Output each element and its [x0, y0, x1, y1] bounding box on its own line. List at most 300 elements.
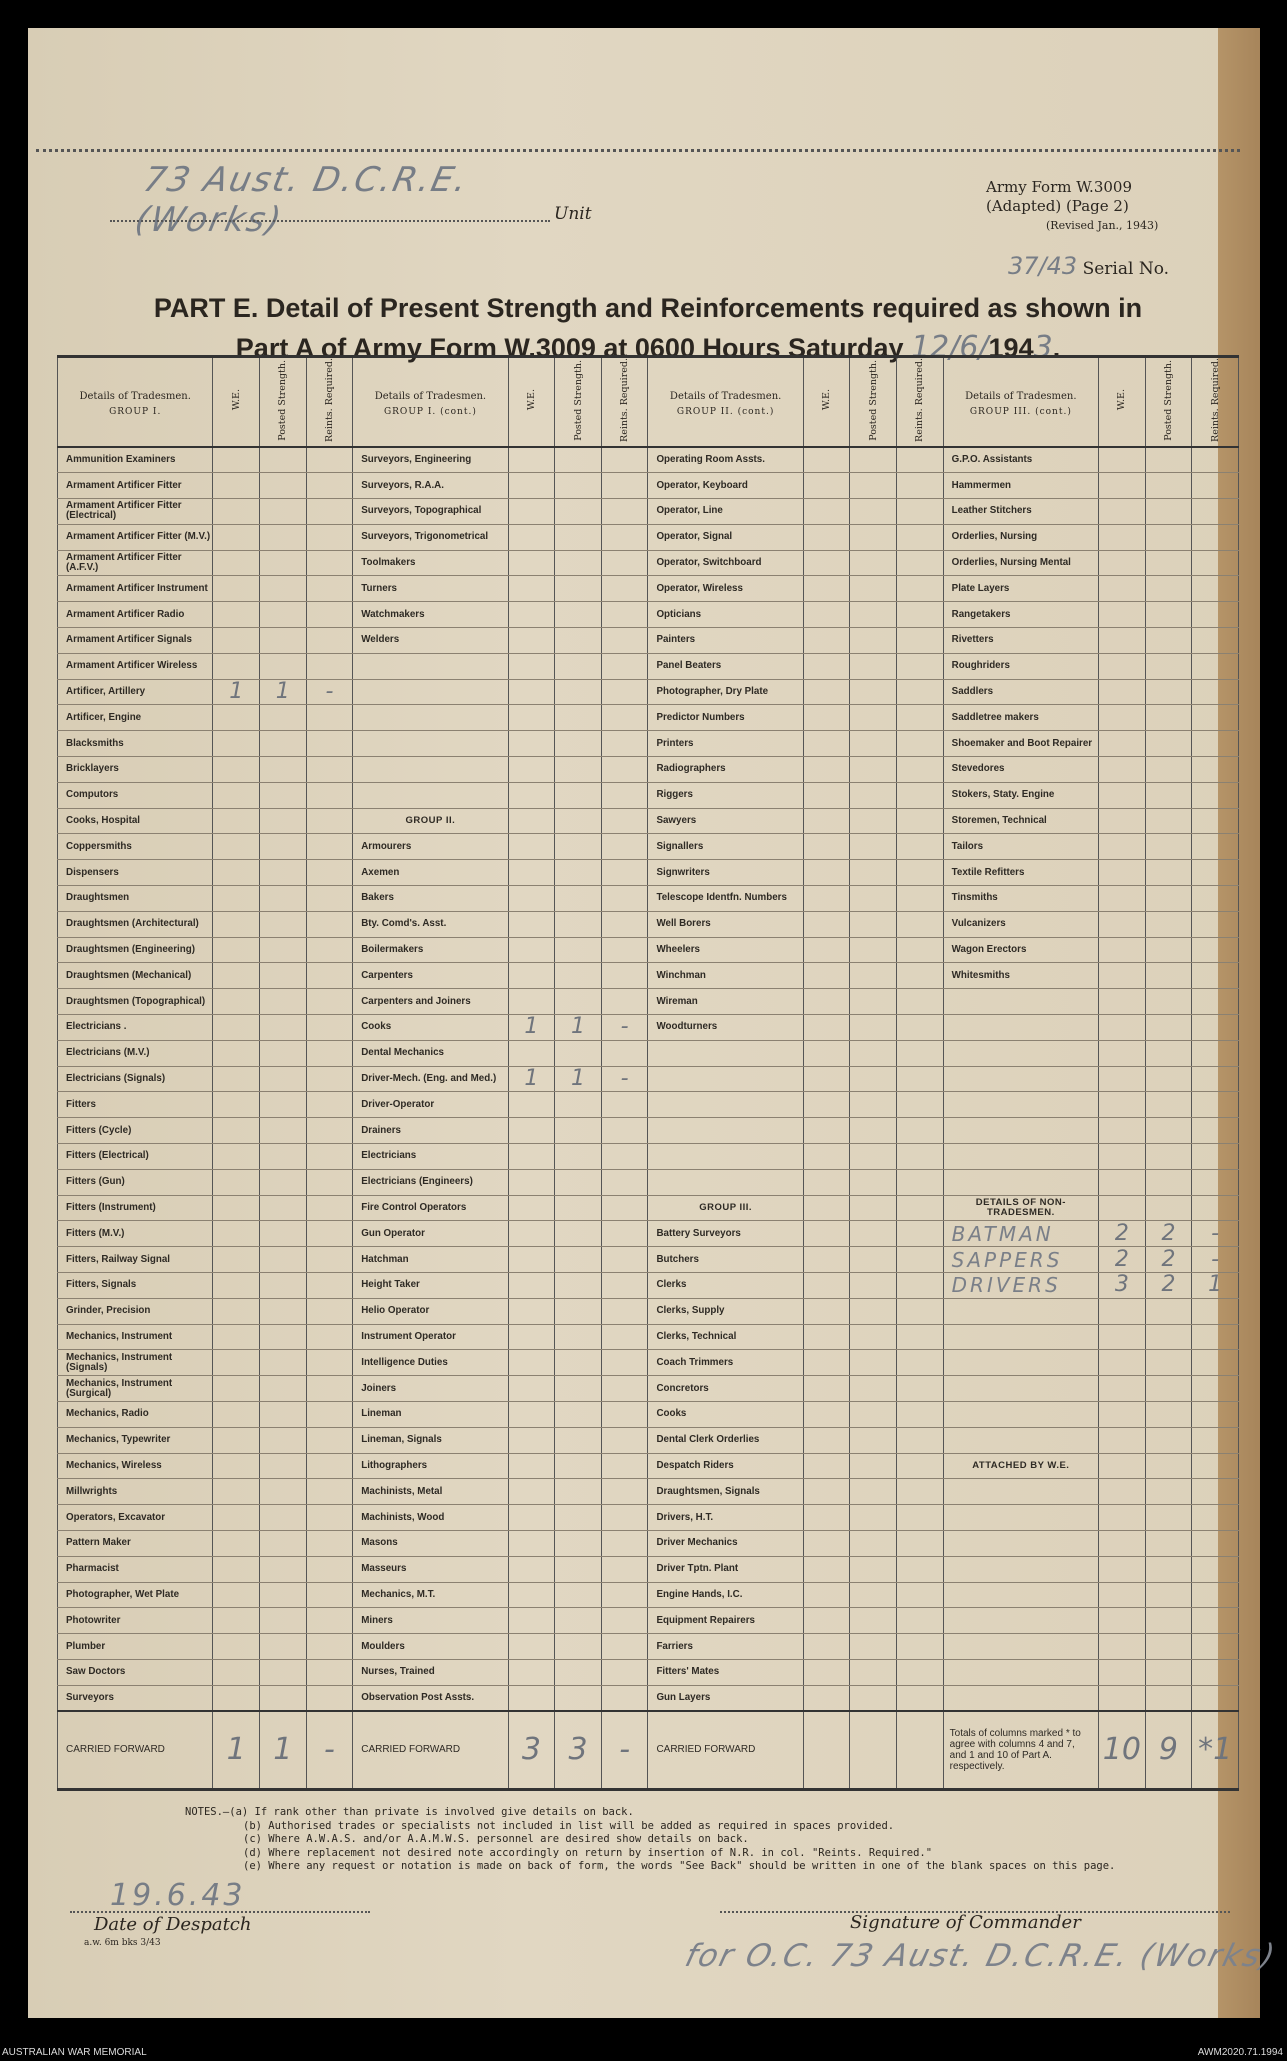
value-cell[interactable] [1145, 1350, 1192, 1376]
value-cell[interactable] [555, 1298, 602, 1324]
value-cell[interactable] [306, 1427, 353, 1453]
value-cell[interactable] [897, 1427, 944, 1453]
value-cell[interactable] [897, 653, 944, 679]
value-cell[interactable] [555, 1376, 602, 1402]
value-cell[interactable] [555, 1659, 602, 1685]
value-cell[interactable] [508, 1453, 555, 1479]
value-cell[interactable] [260, 499, 307, 525]
value-cell[interactable] [306, 1195, 353, 1221]
value-cell[interactable] [1192, 1324, 1239, 1350]
value-cell[interactable] [260, 886, 307, 912]
value-cell[interactable] [803, 808, 850, 834]
value-cell[interactable] [508, 1221, 555, 1247]
value-cell[interactable] [213, 653, 260, 679]
value-cell[interactable]: 1 [555, 1066, 602, 1092]
value-cell[interactable] [850, 963, 897, 989]
value-cell[interactable] [897, 1685, 944, 1711]
value-cell[interactable]: 2 [1099, 1247, 1146, 1273]
value-cell[interactable] [1099, 1298, 1146, 1324]
value-cell[interactable] [803, 1505, 850, 1531]
value-cell[interactable] [601, 731, 648, 757]
value-cell[interactable] [1145, 1118, 1192, 1144]
value-cell[interactable] [555, 1634, 602, 1660]
value-cell[interactable] [306, 1040, 353, 1066]
value-cell[interactable] [306, 1298, 353, 1324]
value-cell[interactable] [555, 524, 602, 550]
value-cell[interactable] [555, 1272, 602, 1298]
value-cell[interactable] [555, 1556, 602, 1582]
value-cell[interactable] [1145, 628, 1192, 654]
value-cell[interactable] [1099, 911, 1146, 937]
value-cell[interactable] [260, 1634, 307, 1660]
value-cell[interactable] [213, 937, 260, 963]
value-cell[interactable] [601, 1118, 648, 1144]
value-cell[interactable] [803, 447, 850, 473]
value-cell[interactable] [803, 860, 850, 886]
value-cell[interactable] [803, 1530, 850, 1556]
value-cell[interactable] [306, 447, 353, 473]
value-cell[interactable] [601, 808, 648, 834]
value-cell[interactable] [213, 808, 260, 834]
value-cell[interactable] [850, 1505, 897, 1531]
value-cell[interactable] [803, 1143, 850, 1169]
value-cell[interactable] [601, 576, 648, 602]
value-cell[interactable] [601, 757, 648, 783]
carried-forward-value[interactable]: 3 [508, 1711, 555, 1789]
value-cell[interactable] [306, 1582, 353, 1608]
carried-forward-value[interactable]: 1 [260, 1711, 307, 1789]
value-cell[interactable] [1145, 1040, 1192, 1066]
value-cell[interactable] [1145, 1556, 1192, 1582]
value-cell[interactable] [803, 1556, 850, 1582]
value-cell[interactable] [213, 705, 260, 731]
value-cell[interactable] [850, 860, 897, 886]
value-cell[interactable] [555, 628, 602, 654]
value-cell[interactable] [508, 705, 555, 731]
value-cell[interactable] [1145, 1685, 1192, 1711]
value-cell[interactable] [260, 1143, 307, 1169]
value-cell[interactable] [850, 576, 897, 602]
value-cell[interactable] [306, 576, 353, 602]
value-cell[interactable] [803, 1092, 850, 1118]
value-cell[interactable] [508, 473, 555, 499]
value-cell[interactable] [508, 447, 555, 473]
value-cell[interactable] [306, 886, 353, 912]
value-cell[interactable] [306, 911, 353, 937]
carried-forward-value[interactable]: 1 [213, 1711, 260, 1789]
value-cell[interactable] [601, 1247, 648, 1273]
value-cell[interactable] [1145, 937, 1192, 963]
value-cell[interactable] [1192, 705, 1239, 731]
value-cell[interactable] [555, 1453, 602, 1479]
value-cell[interactable] [1099, 1427, 1146, 1453]
value-cell[interactable]: - [1192, 1247, 1239, 1273]
value-cell[interactable] [213, 1014, 260, 1040]
value-cell[interactable] [897, 1530, 944, 1556]
value-cell[interactable] [850, 808, 897, 834]
value-cell[interactable] [508, 550, 555, 576]
value-cell[interactable] [1099, 834, 1146, 860]
value-cell[interactable] [213, 1221, 260, 1247]
value-cell[interactable] [306, 1014, 353, 1040]
value-cell[interactable] [508, 1247, 555, 1273]
value-cell[interactable] [1145, 808, 1192, 834]
value-cell[interactable] [803, 1608, 850, 1634]
value-cell[interactable] [850, 1556, 897, 1582]
value-cell[interactable] [897, 1505, 944, 1531]
value-cell[interactable] [306, 1453, 353, 1479]
value-cell[interactable] [1192, 1092, 1239, 1118]
value-cell[interactable] [1192, 1582, 1239, 1608]
value-cell[interactable] [803, 628, 850, 654]
value-cell[interactable] [1099, 653, 1146, 679]
value-cell[interactable] [897, 989, 944, 1015]
value-cell[interactable] [1192, 1298, 1239, 1324]
value-cell[interactable] [803, 1376, 850, 1402]
value-cell[interactable] [1145, 1659, 1192, 1685]
value-cell[interactable] [1099, 1685, 1146, 1711]
value-cell[interactable] [897, 1092, 944, 1118]
value-cell[interactable] [601, 1272, 648, 1298]
value-cell[interactable] [260, 989, 307, 1015]
value-cell[interactable] [803, 1453, 850, 1479]
value-cell[interactable] [850, 653, 897, 679]
value-cell[interactable] [601, 1298, 648, 1324]
value-cell[interactable] [1192, 576, 1239, 602]
value-cell[interactable] [850, 1608, 897, 1634]
value-cell[interactable] [508, 1143, 555, 1169]
value-cell[interactable] [508, 1092, 555, 1118]
value-cell[interactable] [1192, 628, 1239, 654]
value-cell[interactable] [508, 989, 555, 1015]
value-cell[interactable] [1099, 782, 1146, 808]
value-cell[interactable] [803, 1582, 850, 1608]
value-cell[interactable] [601, 1479, 648, 1505]
value-cell[interactable] [1099, 1118, 1146, 1144]
value-cell[interactable] [803, 1118, 850, 1144]
value-cell[interactable] [1192, 757, 1239, 783]
value-cell[interactable] [1192, 1014, 1239, 1040]
value-cell[interactable] [803, 911, 850, 937]
value-cell[interactable] [897, 1014, 944, 1040]
value-cell[interactable] [260, 911, 307, 937]
value-cell[interactable]: 1 [213, 679, 260, 705]
value-cell[interactable] [601, 937, 648, 963]
value-cell[interactable] [601, 911, 648, 937]
value-cell[interactable] [897, 1040, 944, 1066]
value-cell[interactable] [601, 679, 648, 705]
value-cell[interactable] [260, 1272, 307, 1298]
value-cell[interactable] [1145, 679, 1192, 705]
value-cell[interactable] [555, 1427, 602, 1453]
value-cell[interactable] [508, 1169, 555, 1195]
value-cell[interactable] [1192, 1634, 1239, 1660]
value-cell[interactable] [1145, 1479, 1192, 1505]
value-cell[interactable] [260, 1066, 307, 1092]
value-cell[interactable] [1192, 1195, 1239, 1221]
value-cell[interactable] [897, 550, 944, 576]
value-cell[interactable] [850, 1427, 897, 1453]
value-cell[interactable] [601, 1685, 648, 1711]
carried-forward-value[interactable] [803, 1711, 850, 1789]
value-cell[interactable] [850, 1634, 897, 1660]
value-cell[interactable] [897, 1272, 944, 1298]
value-cell[interactable] [260, 1582, 307, 1608]
value-cell[interactable] [306, 989, 353, 1015]
value-cell[interactable] [306, 731, 353, 757]
value-cell[interactable] [1192, 1350, 1239, 1376]
value-cell[interactable] [508, 782, 555, 808]
value-cell[interactable] [213, 1169, 260, 1195]
value-cell[interactable] [260, 1247, 307, 1273]
value-cell[interactable] [850, 1014, 897, 1040]
value-cell[interactable] [803, 1169, 850, 1195]
value-cell[interactable] [555, 447, 602, 473]
value-cell[interactable] [555, 860, 602, 886]
value-cell[interactable] [213, 731, 260, 757]
value-cell[interactable] [1145, 1505, 1192, 1531]
value-cell[interactable] [1145, 1582, 1192, 1608]
value-cell[interactable] [897, 1221, 944, 1247]
value-cell[interactable] [213, 1582, 260, 1608]
value-cell[interactable] [260, 524, 307, 550]
value-cell[interactable] [306, 1634, 353, 1660]
carried-forward-value[interactable]: - [601, 1711, 648, 1789]
value-cell[interactable] [260, 731, 307, 757]
carried-forward-value[interactable] [850, 1711, 897, 1789]
value-cell[interactable]: 1 [555, 1014, 602, 1040]
value-cell[interactable] [260, 808, 307, 834]
value-cell[interactable] [1099, 447, 1146, 473]
value-cell[interactable] [508, 1298, 555, 1324]
value-cell[interactable] [213, 499, 260, 525]
value-cell[interactable] [306, 653, 353, 679]
value-cell[interactable] [897, 1298, 944, 1324]
value-cell[interactable] [1099, 1453, 1146, 1479]
value-cell[interactable] [508, 1195, 555, 1221]
value-cell[interactable] [508, 1324, 555, 1350]
value-cell[interactable] [1099, 808, 1146, 834]
value-cell[interactable] [601, 1608, 648, 1634]
carried-forward-value[interactable]: 3 [555, 1711, 602, 1789]
value-cell[interactable] [555, 1505, 602, 1531]
value-cell[interactable] [555, 705, 602, 731]
value-cell[interactable] [1145, 1324, 1192, 1350]
value-cell[interactable] [1192, 1659, 1239, 1685]
value-cell[interactable] [850, 679, 897, 705]
value-cell[interactable] [850, 1221, 897, 1247]
value-cell[interactable] [897, 937, 944, 963]
value-cell[interactable] [601, 1556, 648, 1582]
value-cell[interactable] [897, 860, 944, 886]
value-cell[interactable] [803, 1040, 850, 1066]
value-cell[interactable] [897, 628, 944, 654]
value-cell[interactable] [601, 1505, 648, 1531]
value-cell[interactable] [803, 1014, 850, 1040]
value-cell[interactable] [213, 989, 260, 1015]
value-cell[interactable] [260, 1530, 307, 1556]
value-cell[interactable] [1192, 963, 1239, 989]
value-cell[interactable] [1145, 989, 1192, 1015]
value-cell[interactable] [850, 782, 897, 808]
value-cell[interactable] [260, 1479, 307, 1505]
value-cell[interactable]: 1 [508, 1014, 555, 1040]
value-cell[interactable] [803, 757, 850, 783]
value-cell[interactable] [555, 1350, 602, 1376]
value-cell[interactable] [803, 886, 850, 912]
value-cell[interactable]: 2 [1099, 1221, 1146, 1247]
value-cell[interactable] [508, 1634, 555, 1660]
value-cell[interactable] [306, 1401, 353, 1427]
value-cell[interactable] [555, 1092, 602, 1118]
value-cell[interactable] [213, 1195, 260, 1221]
value-cell[interactable] [260, 653, 307, 679]
value-cell[interactable] [601, 705, 648, 731]
value-cell[interactable] [1099, 1195, 1146, 1221]
value-cell[interactable] [897, 1118, 944, 1144]
value-cell[interactable] [1099, 937, 1146, 963]
value-cell[interactable] [1192, 1401, 1239, 1427]
value-cell[interactable] [213, 1608, 260, 1634]
value-cell[interactable] [555, 653, 602, 679]
value-cell[interactable] [601, 782, 648, 808]
value-cell[interactable] [897, 808, 944, 834]
value-cell[interactable] [850, 473, 897, 499]
value-cell[interactable] [601, 1376, 648, 1402]
value-cell[interactable] [897, 1453, 944, 1479]
value-cell[interactable] [897, 1556, 944, 1582]
value-cell[interactable] [508, 834, 555, 860]
value-cell[interactable] [213, 447, 260, 473]
value-cell[interactable] [601, 602, 648, 628]
value-cell[interactable] [508, 731, 555, 757]
value-cell[interactable] [508, 1556, 555, 1582]
value-cell[interactable] [306, 602, 353, 628]
value-cell[interactable] [260, 937, 307, 963]
value-cell[interactable] [1192, 808, 1239, 834]
value-cell[interactable] [213, 834, 260, 860]
value-cell[interactable] [850, 1247, 897, 1273]
value-cell[interactable] [213, 782, 260, 808]
value-cell[interactable] [1099, 524, 1146, 550]
value-cell[interactable] [850, 499, 897, 525]
value-cell[interactable] [555, 808, 602, 834]
value-cell[interactable] [555, 731, 602, 757]
value-cell[interactable] [1192, 911, 1239, 937]
value-cell[interactable] [1099, 1350, 1146, 1376]
value-cell[interactable] [1192, 886, 1239, 912]
value-cell[interactable] [897, 1350, 944, 1376]
value-cell[interactable] [850, 628, 897, 654]
value-cell[interactable] [850, 1195, 897, 1221]
value-cell[interactable] [850, 834, 897, 860]
value-cell[interactable] [897, 1659, 944, 1685]
value-cell[interactable] [601, 1350, 648, 1376]
value-cell[interactable] [850, 1324, 897, 1350]
value-cell[interactable]: 3 [1099, 1272, 1146, 1298]
value-cell[interactable] [1145, 576, 1192, 602]
value-cell[interactable] [1145, 963, 1192, 989]
value-cell[interactable] [897, 782, 944, 808]
value-cell[interactable] [897, 499, 944, 525]
value-cell[interactable] [306, 1376, 353, 1402]
value-cell[interactable] [213, 757, 260, 783]
value-cell[interactable] [850, 1479, 897, 1505]
value-cell[interactable] [1099, 1143, 1146, 1169]
value-cell[interactable] [260, 1608, 307, 1634]
value-cell[interactable] [1099, 628, 1146, 654]
value-cell[interactable] [897, 524, 944, 550]
value-cell[interactable] [803, 550, 850, 576]
value-cell[interactable] [213, 1685, 260, 1711]
value-cell[interactable] [508, 602, 555, 628]
value-cell[interactable] [213, 1143, 260, 1169]
value-cell[interactable] [601, 1143, 648, 1169]
value-cell[interactable] [1145, 757, 1192, 783]
value-cell[interactable] [260, 860, 307, 886]
value-cell[interactable] [260, 1401, 307, 1427]
value-cell[interactable] [803, 602, 850, 628]
value-cell[interactable] [555, 1195, 602, 1221]
value-cell[interactable] [213, 1453, 260, 1479]
value-cell[interactable] [1145, 524, 1192, 550]
value-cell[interactable] [555, 834, 602, 860]
value-cell[interactable] [260, 1298, 307, 1324]
value-cell[interactable] [1192, 1556, 1239, 1582]
value-cell[interactable] [850, 1582, 897, 1608]
value-cell[interactable] [601, 1169, 648, 1195]
value-cell[interactable] [213, 1350, 260, 1376]
value-cell[interactable] [306, 705, 353, 731]
value-cell[interactable] [850, 886, 897, 912]
value-cell[interactable] [1145, 653, 1192, 679]
value-cell[interactable] [1099, 1479, 1146, 1505]
value-cell[interactable] [508, 1350, 555, 1376]
value-cell[interactable] [1099, 1608, 1146, 1634]
value-cell[interactable] [1145, 1092, 1192, 1118]
value-cell[interactable] [1192, 524, 1239, 550]
value-cell[interactable] [897, 834, 944, 860]
value-cell[interactable] [213, 1505, 260, 1531]
value-cell[interactable] [850, 911, 897, 937]
value-cell[interactable] [601, 1634, 648, 1660]
value-cell[interactable] [260, 1324, 307, 1350]
value-cell[interactable]: - [1192, 1221, 1239, 1247]
value-cell[interactable] [1145, 1014, 1192, 1040]
value-cell[interactable] [850, 937, 897, 963]
value-cell[interactable] [508, 808, 555, 834]
value-cell[interactable] [601, 1453, 648, 1479]
value-cell[interactable] [260, 550, 307, 576]
value-cell[interactable] [555, 1479, 602, 1505]
value-cell[interactable] [213, 1479, 260, 1505]
value-cell[interactable] [1192, 860, 1239, 886]
value-cell[interactable] [555, 473, 602, 499]
value-cell[interactable] [306, 524, 353, 550]
value-cell[interactable] [850, 705, 897, 731]
value-cell[interactable] [306, 1556, 353, 1582]
value-cell[interactable] [1099, 1530, 1146, 1556]
value-cell[interactable] [1192, 1608, 1239, 1634]
value-cell[interactable] [850, 1659, 897, 1685]
value-cell[interactable] [306, 1247, 353, 1273]
value-cell[interactable] [1192, 1066, 1239, 1092]
value-cell[interactable] [601, 1221, 648, 1247]
value-cell[interactable] [1145, 499, 1192, 525]
value-cell[interactable] [850, 989, 897, 1015]
value-cell[interactable]: - [306, 679, 353, 705]
value-cell[interactable] [1099, 757, 1146, 783]
